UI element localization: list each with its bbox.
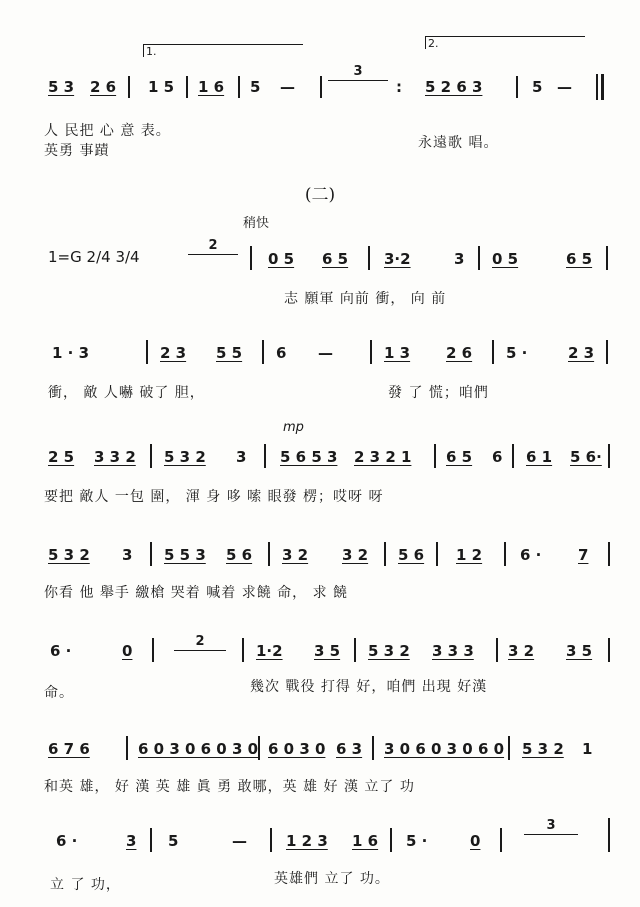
triplet-marker: 2 [188, 238, 238, 255]
note-group: 2 3 [568, 344, 595, 362]
note-group: 5 3 2 [522, 740, 564, 758]
barline [434, 444, 436, 468]
note-group: 3 [454, 250, 465, 268]
note-group: — [280, 78, 295, 96]
lyric-line: 人 民把 心 意 表。 [44, 123, 171, 139]
note-group: 3 2 [508, 642, 535, 660]
note-group: 6 3 [336, 740, 363, 758]
lyric-line: 幾次 戰役 打得 好，咱們 出現 好漢 [250, 679, 488, 695]
note-group: 1 6 [352, 832, 379, 850]
note-group: 0 5 [492, 250, 519, 268]
note-group: — [557, 78, 572, 96]
note-group: 1 3 [384, 344, 411, 362]
note-group: 5 [168, 832, 179, 850]
lyric-line: 永遠歌 唱。 [418, 135, 499, 151]
note-group: 1 2 [456, 546, 483, 564]
barline [258, 736, 260, 760]
note-group: 6 7 6 [48, 740, 90, 758]
note-group: 3 2 [342, 546, 369, 564]
repeat-colon: : [396, 78, 402, 96]
barline [372, 736, 374, 760]
note-group: 5 [532, 78, 543, 96]
note-group: 5 3 2 [368, 642, 410, 660]
lyric-line: 發 了 慌；咱們 [388, 385, 489, 401]
barline [186, 76, 188, 98]
barline [516, 76, 518, 98]
lyric-line: 志 願軍 向前 衝， 向 前 [284, 291, 447, 307]
note-group: 6 5 [446, 448, 473, 466]
note-group: 2 3 [160, 344, 187, 362]
note-group: 5 · [406, 832, 428, 850]
note-group: 5 5 3 [164, 546, 206, 564]
barline [152, 638, 154, 662]
note-group: 3 3 2 [94, 448, 136, 466]
final-barline [601, 74, 604, 100]
barline [128, 76, 130, 98]
barline [150, 828, 152, 852]
lyric-line: 你看 他 舉手 繳槍 哭着 喊着 求饒 命， 求 饒 [44, 585, 349, 601]
lyric-line: 英勇 事蹟 [44, 143, 110, 159]
barline [270, 828, 272, 852]
note-group: 6 · [56, 832, 78, 850]
note-group: 1 2 3 [286, 832, 328, 850]
note-group: 6 1 [526, 448, 553, 466]
note-group: 5 5 [216, 344, 243, 362]
note-group: 1 [582, 740, 593, 758]
barline [264, 444, 266, 468]
note-group: 3 3 3 [432, 642, 474, 660]
staff-row-8 [0, 818, 640, 866]
note-group: 6 · [50, 642, 72, 660]
barline [478, 246, 480, 270]
second-ending-bracket [425, 36, 585, 49]
staff-row-7 [0, 740, 640, 774]
note-group: 5 [250, 78, 261, 96]
barline [608, 542, 610, 566]
note-group: 6 5 [322, 250, 349, 268]
note-group: 3 5 [566, 642, 593, 660]
lyric-line: 衝， 敵 人嚇 破了 胆， [48, 385, 205, 401]
barline [126, 736, 128, 760]
barline [268, 542, 270, 566]
note-group: 5 · [506, 344, 528, 362]
second-ending-label: 2. [428, 37, 439, 50]
barline [608, 638, 610, 662]
note-group: 2 6 [446, 344, 473, 362]
time-signature: 2/4 3/4 [86, 248, 140, 266]
note-group: 6 0 3 0 [268, 740, 326, 758]
note-group: 6 0 3 0 6 0 3 0 [138, 740, 259, 758]
barline [608, 818, 610, 852]
barline [146, 340, 148, 364]
staff-row-6 [0, 634, 640, 676]
note-group: 6 · [520, 546, 542, 564]
note-group: 0 5 [268, 250, 295, 268]
note-group: 3 [126, 832, 137, 850]
barline [504, 542, 506, 566]
note-group: 3 5 [314, 642, 341, 660]
staff-row-1 [0, 64, 640, 112]
barline [384, 542, 386, 566]
barline [390, 828, 392, 852]
staff-row-3 [0, 344, 640, 378]
note-group: 3 0 6 0 3 0 6 0 [384, 740, 505, 758]
barline [320, 76, 322, 98]
staff-row-4 [0, 448, 640, 482]
note-group: — [318, 344, 333, 362]
barline [370, 340, 372, 364]
note-group: 0 [470, 832, 481, 850]
note-group: 0 [122, 642, 133, 660]
triplet-marker: 2 [174, 634, 226, 651]
barline [150, 542, 152, 566]
note-group: 2 5 [48, 448, 75, 466]
barline [238, 76, 240, 98]
barline [512, 444, 514, 468]
note-group: 3·2 [384, 250, 411, 268]
staff-row-5 [0, 546, 640, 580]
barline [354, 638, 356, 662]
note-group: 1 5 [148, 78, 175, 96]
barline [150, 444, 152, 468]
note-group: 5 6 [226, 546, 253, 564]
note-group: 5 2 6 3 [425, 78, 483, 96]
barline [250, 246, 252, 270]
note-group: 5 3 [48, 78, 75, 96]
note-group: 6 5 [566, 250, 593, 268]
note-group: 1 · 3 [52, 344, 90, 362]
note-group: 5 6 5 3 [280, 448, 338, 466]
note-group: 2 6 [90, 78, 117, 96]
barline [242, 638, 244, 662]
barline [606, 340, 608, 364]
note-group: 3 [122, 546, 133, 564]
note-group: 5 3 2 [164, 448, 206, 466]
barline [606, 246, 608, 270]
final-barline [596, 74, 598, 100]
lyric-line: 和英 雄， 好 漢 英 雄 眞 勇 敢哪，英 雄 好 漢 立了 功 [44, 779, 415, 795]
note-group: 3 [236, 448, 247, 466]
triplet-marker: 3 [328, 64, 388, 81]
note-group: 6 [276, 344, 287, 362]
barline [368, 246, 370, 270]
lyric-line: 立 了 功， [50, 877, 121, 893]
key-signature: 1=G 2/4 3/4 [48, 248, 140, 266]
staff-row-2 [0, 238, 640, 284]
barline [436, 542, 438, 566]
barline [496, 638, 498, 662]
note-group: 6 [492, 448, 503, 466]
note-group: 1 6 [198, 78, 225, 96]
barline [508, 736, 510, 760]
dynamic-mark: mp [283, 420, 304, 435]
note-group: 3 2 [282, 546, 309, 564]
note-group: 5 6 [398, 546, 425, 564]
note-group: 7 [578, 546, 589, 564]
note-group: — [232, 832, 247, 850]
section-title: (二) [304, 185, 336, 205]
first-ending-bracket [143, 44, 303, 57]
note-group: 5 6· [570, 448, 602, 466]
triplet-marker: 3 [524, 818, 578, 835]
barline [500, 828, 502, 852]
note-group: 1·2 [256, 642, 283, 660]
barline [262, 340, 264, 364]
barline [608, 444, 610, 468]
note-group: 5 3 2 [48, 546, 90, 564]
first-ending-label: 1. [146, 45, 157, 58]
barline [492, 340, 494, 364]
note-group: 2 3 2 1 [354, 448, 412, 466]
tempo-mark: 稍快 [243, 216, 270, 231]
lyric-line: 命。 [44, 685, 74, 701]
lyric-line: 要把 敵人 一包 圍， 渾 身 哆 嗦 眼發 楞；哎呀 呀 [44, 489, 384, 505]
lyric-line: 英雄們 立了 功。 [274, 871, 390, 887]
